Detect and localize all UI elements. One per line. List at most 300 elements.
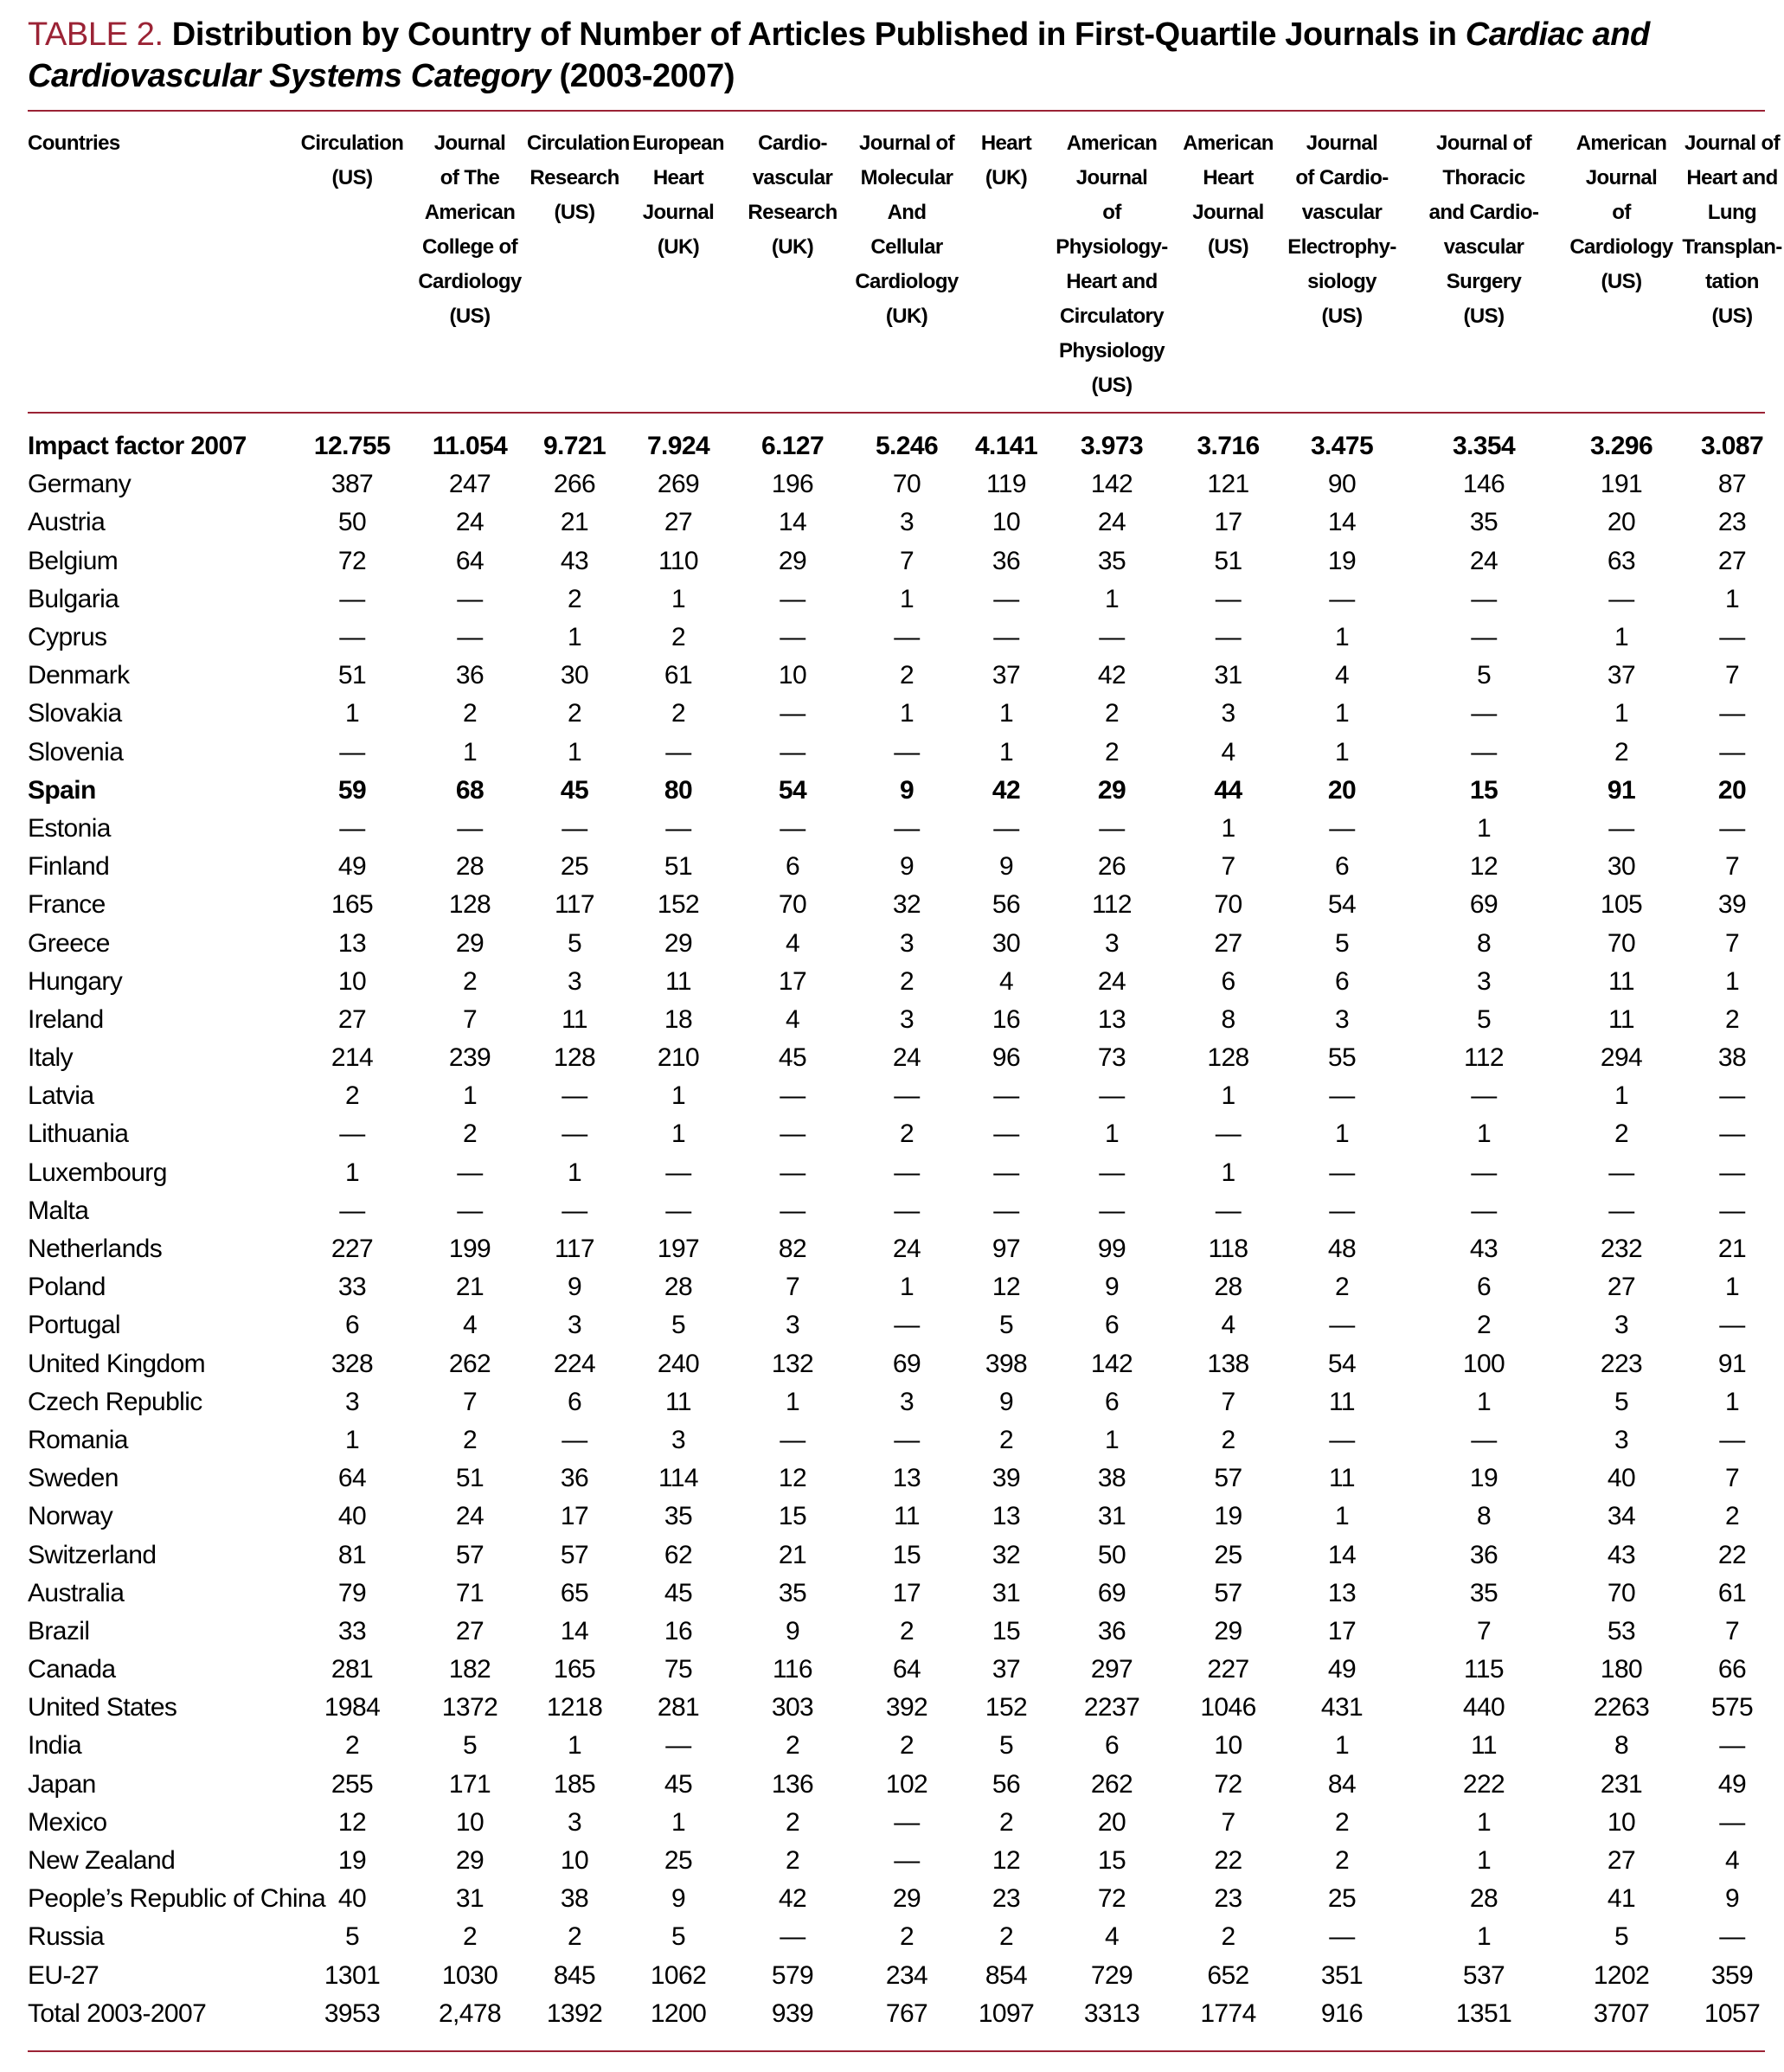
table-cell: 1	[899, 1273, 914, 1302]
table-cell: 4	[1221, 1311, 1235, 1340]
table-cell: 132	[771, 1349, 814, 1378]
table-cell: 7	[1724, 852, 1740, 882]
table-cell: 35	[664, 1502, 693, 1531]
table-cell: 57	[1214, 1464, 1242, 1493]
table-cell: 2	[998, 1922, 1014, 1952]
table-cell: 40	[337, 1884, 367, 1914]
row-label: Hungary	[28, 966, 123, 996]
table-cell: —	[894, 1425, 920, 1454]
table-cell: 2	[785, 1846, 800, 1876]
table-cell: 38	[1097, 1464, 1126, 1493]
table-cell: 3.716	[1197, 432, 1260, 461]
column-header-line: (UK)	[885, 305, 928, 328]
table-cell: 39	[1717, 890, 1747, 920]
table-cell: 73	[1097, 1043, 1126, 1073]
table-cell: 51	[1214, 546, 1242, 575]
table-cell: —	[562, 1196, 587, 1225]
table-cell: 2	[462, 1922, 478, 1952]
table-cell: 431	[1320, 1693, 1364, 1722]
table-cell: 29	[778, 546, 807, 575]
table-cell: —	[993, 623, 1019, 652]
column-header	[622, 126, 735, 403]
table-cell: 939	[771, 1998, 814, 2028]
table-row	[28, 1536, 1784, 1574]
table-cell: —	[780, 1196, 805, 1225]
table-cell: 3.296	[1589, 432, 1653, 461]
table-cell: 31	[455, 1884, 485, 1914]
table-cell: 2	[1476, 1311, 1492, 1340]
column-header-line: Journal	[433, 132, 506, 155]
table-cell: 69	[1097, 1578, 1126, 1607]
table-cell: 37	[1607, 661, 1636, 690]
column-header-line: of	[1102, 201, 1121, 224]
column-header-line: Physiology-	[1056, 235, 1168, 259]
table-cell: 12	[337, 1807, 367, 1837]
table-cell: —	[562, 1425, 587, 1454]
column-header-line: Surgery	[1446, 270, 1522, 293]
table-cell: 185	[553, 1769, 596, 1799]
table-cell: 11	[1471, 1731, 1497, 1761]
row-label: Austria	[28, 508, 106, 537]
row-label: New Zealand	[28, 1846, 176, 1876]
table-cell: —	[1329, 1425, 1355, 1454]
table-cell: 10	[455, 1807, 485, 1837]
column-header-line: Heart	[980, 132, 1032, 155]
column-header-line: Cardiology	[855, 270, 959, 293]
table-cell: 262	[448, 1349, 491, 1378]
table-cell: —	[1719, 1196, 1745, 1225]
table-row	[28, 1459, 1784, 1498]
table-cell: 25	[560, 852, 589, 882]
table-cell: —	[665, 813, 691, 843]
column-header-line: Cardiology	[1569, 235, 1673, 259]
table-cell: 1392	[546, 1998, 603, 2028]
table-cell: 7	[1221, 852, 1235, 882]
table-cell: 1	[344, 1425, 360, 1454]
table-row	[28, 1421, 1784, 1459]
column-header-line: Thoracic	[1442, 166, 1525, 189]
table-cell: 8	[1476, 928, 1492, 958]
table-cell: 18	[664, 1004, 693, 1034]
table-cell: 29	[892, 1884, 921, 1914]
table-cell: 2	[567, 584, 582, 613]
table-row	[28, 1689, 1784, 1727]
table-cell: 6.127	[760, 432, 825, 461]
table-cell: 294	[1600, 1043, 1643, 1073]
table-cell: 27	[1717, 546, 1747, 575]
table-row	[28, 1766, 1784, 1804]
table-cell: 845	[553, 1960, 596, 1990]
table-cell: 57	[455, 1540, 485, 1569]
table-cell: 40	[1607, 1464, 1636, 1493]
table-cell: 17	[1327, 1616, 1357, 1645]
table-cell: —	[1608, 584, 1634, 613]
table-row	[28, 1345, 1784, 1383]
table-cell: 297	[1090, 1655, 1133, 1684]
table-cell: 64	[337, 1464, 367, 1493]
column-header	[527, 126, 630, 403]
table-row	[28, 1383, 1784, 1421]
table-cell: 3.354	[1452, 432, 1516, 461]
table-cell: 43	[560, 546, 589, 575]
table-cell: 2	[1614, 737, 1629, 767]
table-cell: 4	[1334, 661, 1350, 690]
row-label: Switzerland	[28, 1540, 157, 1569]
table-cell: 36	[1469, 1540, 1498, 1569]
column-header-line: Electrophy-	[1287, 235, 1396, 259]
table-cell: 42	[991, 775, 1021, 805]
table-cell: 90	[1327, 470, 1357, 499]
table-cell: 6	[567, 1387, 582, 1416]
table-cell: 2	[462, 699, 478, 728]
table-cell: 210	[657, 1043, 700, 1073]
table-cell: 4	[1104, 1922, 1120, 1952]
table-cell: 97	[991, 1235, 1021, 1264]
table-cell: 10	[337, 966, 367, 996]
table-cell: 3	[1221, 699, 1235, 728]
table-cell: 398	[985, 1349, 1028, 1378]
table-cell: 7	[1724, 1616, 1740, 1645]
table-cell: 28	[664, 1273, 693, 1302]
table-cell: 9	[1724, 1884, 1740, 1914]
row-label: Ireland	[28, 1004, 104, 1034]
table-cell: 196	[771, 470, 814, 499]
table-row	[28, 1077, 1784, 1115]
row-label: Slovakia	[28, 699, 122, 728]
table-cell: 17	[892, 1578, 921, 1607]
table-cell: —	[993, 1158, 1019, 1187]
row-label: Estonia	[28, 813, 111, 843]
table-cell: 2	[1104, 699, 1120, 728]
table-cell: 102	[885, 1769, 928, 1799]
table-cell: 303	[771, 1693, 814, 1722]
table-cell: 1351	[1455, 1998, 1512, 2028]
table-cell: 81	[337, 1540, 367, 1569]
table-cell: 110	[658, 546, 699, 575]
table-row	[28, 504, 1784, 542]
table-cell: —	[457, 584, 483, 613]
table-cell: 2	[785, 1807, 800, 1837]
table-cell: 43	[1469, 1235, 1498, 1264]
table-cell: 6	[1476, 1273, 1492, 1302]
table-cell: 72	[337, 546, 367, 575]
table-cell: 1	[1476, 1807, 1492, 1837]
column-header-line: Journal of	[1684, 132, 1780, 155]
table-row	[28, 1154, 1784, 1192]
table-cell: 7	[1221, 1387, 1235, 1416]
table-row	[28, 619, 1784, 657]
table-cell: 50	[337, 508, 367, 537]
table-cell: 15	[991, 1616, 1021, 1645]
column-header	[1402, 126, 1566, 403]
table-cell: —	[993, 1119, 1019, 1149]
table-cell: 3	[567, 1807, 582, 1837]
row-label: Spain	[28, 775, 96, 805]
table-cell: 8	[1221, 1004, 1235, 1034]
table-cell: 2	[567, 699, 582, 728]
table-cell: 30	[991, 928, 1021, 958]
table-cell: 128	[553, 1043, 596, 1073]
table-cell: 9	[998, 852, 1014, 882]
table-cell: 117	[554, 890, 595, 920]
table-cell: 12	[991, 1846, 1021, 1876]
column-header-line: (UK)	[985, 166, 1028, 189]
table-cell: —	[1719, 1119, 1745, 1149]
table-row	[28, 1842, 1784, 1880]
column-header-line: (US)	[1711, 305, 1753, 328]
table-cell: —	[1719, 1081, 1745, 1111]
table-cell: 916	[1320, 1998, 1364, 2028]
table-cell: 440	[1462, 1693, 1505, 1722]
table-cell: 14	[1327, 508, 1357, 537]
table-cell: 2,478	[438, 1998, 502, 2028]
table-cell: 17	[1214, 508, 1242, 537]
table-cell: 222	[1462, 1769, 1505, 1799]
table-cell: 234	[885, 1960, 928, 1990]
table-cell: 1030	[441, 1960, 498, 1990]
row-label: Czech Republic	[28, 1387, 202, 1416]
table-cell: —	[665, 1196, 691, 1225]
table-cell: 29	[664, 928, 693, 958]
table-cell: 22	[1214, 1846, 1242, 1876]
table-row	[28, 848, 1784, 886]
table-cell: 2	[671, 623, 686, 652]
table-cell: 3	[899, 1387, 914, 1416]
table-cell: 180	[1600, 1655, 1643, 1684]
table-row	[28, 1115, 1784, 1153]
table-cell: 20	[1717, 775, 1747, 805]
table-cell: 7.924	[646, 432, 710, 461]
column-header-line: Heart and	[1066, 270, 1158, 293]
row-label: Brazil	[28, 1616, 90, 1645]
table-cell: 6	[1104, 1731, 1120, 1761]
table-cell: 68	[455, 775, 485, 805]
table-cell: 54	[1327, 890, 1357, 920]
table-cell: —	[1471, 623, 1497, 652]
column-header-line: Transplan-	[1682, 235, 1782, 259]
table-cell: 199	[448, 1235, 491, 1264]
table-cell: 7	[1724, 1464, 1740, 1493]
table-row	[28, 810, 1784, 848]
table-cell: 2	[462, 966, 478, 996]
table-row	[28, 1727, 1784, 1765]
column-header	[413, 126, 527, 403]
table-cell: 105	[1600, 890, 1643, 920]
table-cell: 1774	[1200, 1998, 1256, 2028]
table-cell: 7	[1476, 1616, 1492, 1645]
column-header	[1282, 126, 1402, 403]
table-cell: 30	[1607, 852, 1636, 882]
table-cell: 100	[1462, 1349, 1505, 1378]
table-cell: 239	[448, 1043, 491, 1073]
table-cell: 3953	[324, 1998, 381, 2028]
table-cell: 61	[664, 661, 693, 690]
table-cell: 6	[344, 1311, 360, 1340]
column-header-countries	[28, 126, 292, 403]
table-cell: 28	[1214, 1273, 1242, 1302]
table-cell: 11	[1608, 1004, 1634, 1034]
table-cell: —	[1471, 699, 1497, 728]
table-cell: 5	[1614, 1922, 1629, 1952]
column-header-line: Journal	[1306, 132, 1378, 155]
table-cell: 48	[1327, 1235, 1357, 1264]
table-cell: 33	[337, 1273, 367, 1302]
table-cell: —	[993, 584, 1019, 613]
table-cell: 9	[785, 1616, 800, 1645]
table-cell: 3	[899, 508, 914, 537]
table-cell: 3	[344, 1387, 360, 1416]
table-cell: 11	[1608, 966, 1634, 996]
table-cell: 1	[462, 1081, 478, 1111]
table-cell: 227	[1207, 1655, 1249, 1684]
table-cell: 652	[1207, 1960, 1249, 1990]
table-cell: 70	[1214, 890, 1242, 920]
column-header	[1566, 126, 1677, 403]
table-cell: —	[1329, 813, 1355, 843]
table-cell: 23	[1214, 1884, 1242, 1914]
column-header-line: Circulatory	[1059, 305, 1165, 328]
table-cell: —	[562, 813, 587, 843]
table-cell: 136	[771, 1769, 814, 1799]
table-cell: 51	[664, 852, 693, 882]
table-cell: —	[993, 1196, 1019, 1225]
table-cell: 2	[899, 1616, 914, 1645]
table-cell: 231	[1600, 1769, 1643, 1799]
column-header-line: vascular	[1301, 201, 1383, 224]
column-header-line: American	[424, 201, 516, 224]
table-cell: 29	[1214, 1616, 1242, 1645]
column-header-line: Journal of	[1435, 132, 1531, 155]
table-cell: 1	[899, 699, 914, 728]
table-cell: 27	[455, 1616, 485, 1645]
table-cell: 5	[344, 1922, 360, 1952]
table-cell: 1	[671, 1119, 686, 1149]
table-cell: 114	[658, 1464, 699, 1493]
table-cell: 3	[785, 1311, 800, 1340]
column-header	[1174, 126, 1282, 403]
table-cell: 1	[785, 1387, 800, 1416]
row-label: Japan	[28, 1769, 96, 1799]
table-cell: —	[1719, 623, 1745, 652]
table-cell: 14	[560, 1616, 589, 1645]
table-cell: 2	[462, 1425, 478, 1454]
table-cell: 32	[991, 1540, 1021, 1569]
table-cell: —	[562, 1081, 587, 1111]
table-cell: 20	[1607, 508, 1636, 537]
table-cell: 24	[1097, 508, 1126, 537]
table-cell: 4	[1724, 1846, 1740, 1876]
table-cell: —	[1329, 584, 1355, 613]
table-cell: 64	[455, 546, 485, 575]
table-cell: 7	[899, 546, 914, 575]
table-cell: 112	[1091, 890, 1133, 920]
table-row	[28, 1880, 1784, 1918]
table-cell: 2	[899, 1731, 914, 1761]
table-cell: —	[1471, 1158, 1497, 1187]
table-cell: —	[1719, 1311, 1745, 1340]
column-header	[292, 126, 413, 403]
table-cell: 72	[1214, 1769, 1242, 1799]
row-label: Portugal	[28, 1311, 120, 1340]
column-header-line: Journal of	[858, 132, 954, 155]
table-cell: 2	[567, 1922, 582, 1952]
table-cell: 20	[1097, 1807, 1126, 1837]
column-header	[1677, 126, 1784, 403]
row-label: Total 2003-2007	[28, 1998, 207, 2028]
row-label: Poland	[28, 1273, 106, 1302]
table-cell: 1	[899, 584, 914, 613]
table-cell: 537	[1462, 1960, 1505, 1990]
table-cell: 281	[657, 1693, 700, 1722]
table-cell: —	[894, 623, 920, 652]
table-cell: 53	[1607, 1616, 1636, 1645]
column-header-line: Cellular	[870, 235, 943, 259]
table-cell: —	[1329, 1158, 1355, 1187]
table-cell: —	[1608, 813, 1634, 843]
table-cell: 1	[1476, 813, 1492, 843]
table-cell: —	[780, 813, 805, 843]
table-cell: 39	[991, 1464, 1021, 1493]
table-cell: 99	[1097, 1235, 1126, 1264]
table-cell: —	[993, 813, 1019, 843]
column-header-line: (UK)	[657, 235, 700, 259]
row-label: Lithuania	[28, 1119, 129, 1149]
column-header	[963, 126, 1049, 403]
table-cell: 2	[1104, 737, 1120, 767]
table-cell: 1	[1476, 1846, 1492, 1876]
table-cell: 119	[985, 470, 1027, 499]
table-cell: 75	[664, 1655, 693, 1684]
table-cell: 2	[899, 966, 914, 996]
table-cell: —	[1608, 1158, 1634, 1187]
table-cell: 19	[1214, 1502, 1242, 1531]
table-cell: 387	[330, 470, 374, 499]
table-cell: 1	[1221, 1081, 1235, 1111]
table-cell: —	[780, 584, 805, 613]
table-cell: —	[665, 1731, 691, 1761]
table-cell: 17	[560, 1502, 589, 1531]
table-cell: 1	[998, 699, 1014, 728]
table-cell: —	[562, 1119, 587, 1149]
table-cell: 1	[1334, 1119, 1350, 1149]
table-cell: 266	[553, 470, 596, 499]
table-cell: 2	[899, 1922, 914, 1952]
table-cell: 23	[991, 1884, 1021, 1914]
table-cell: 1	[567, 1731, 582, 1761]
table-cell: —	[1719, 737, 1745, 767]
column-header-line: Heart	[652, 166, 704, 189]
table-cell: 72	[1097, 1884, 1126, 1914]
table-cell: 45	[664, 1769, 693, 1799]
table-cell: 12	[778, 1464, 807, 1493]
table-cell: 15	[892, 1540, 921, 1569]
column-header-line: Molecular	[860, 166, 953, 189]
table-cell: 36	[455, 661, 485, 690]
row-label: Slovenia	[28, 737, 124, 767]
row-label: Canada	[28, 1655, 116, 1684]
table-caption	[28, 14, 1758, 97]
table-cell: 2	[998, 1807, 1014, 1837]
caption-text: Distribution by Country of Number of Articles Published in First-Quartile Journals in	[171, 16, 1457, 53]
table-cell: 54	[1327, 1349, 1357, 1378]
table-cell: —	[665, 737, 691, 767]
table-cell: 1	[671, 1807, 686, 1837]
table-cell: 729	[1090, 1960, 1133, 1990]
table-cell: 24	[892, 1235, 921, 1264]
table-cell: —	[457, 623, 483, 652]
table-cell: 5	[998, 1311, 1014, 1340]
table-cell: 1	[1334, 623, 1350, 652]
